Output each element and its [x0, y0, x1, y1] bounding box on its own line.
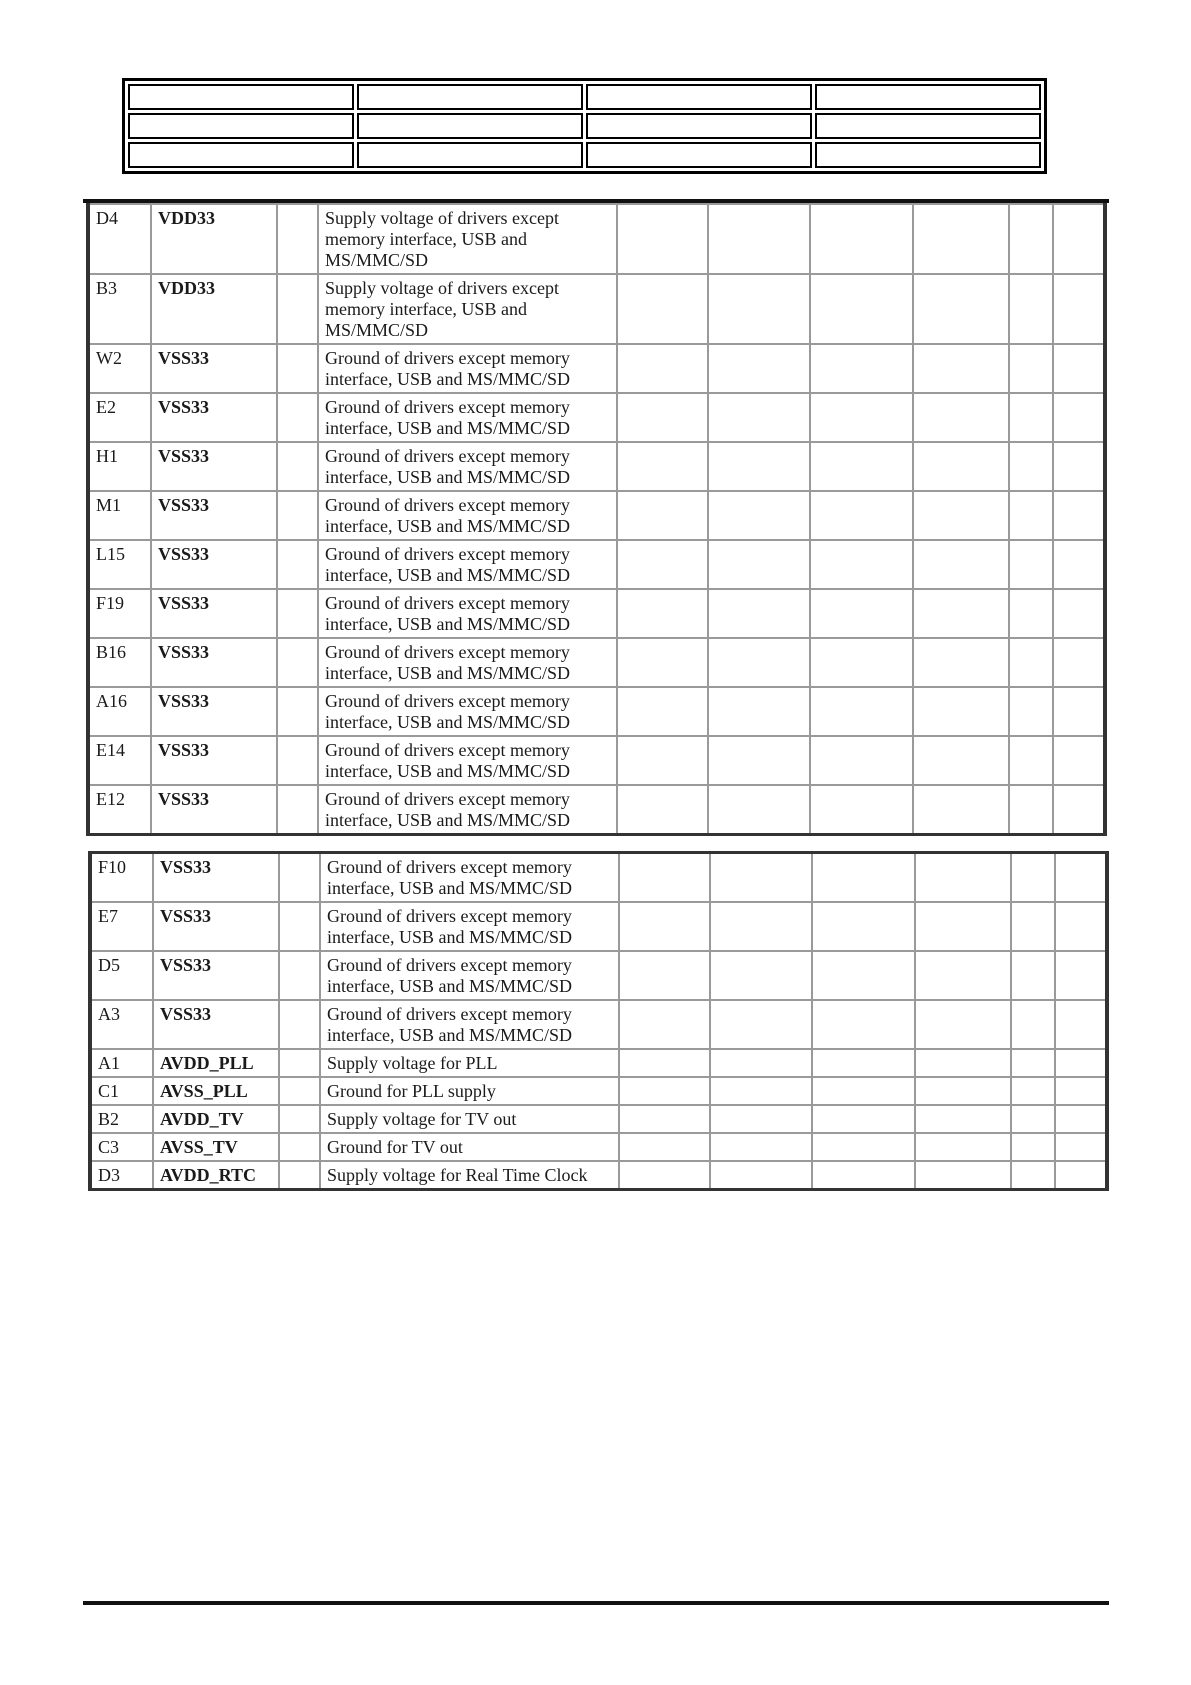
description-cell: Supply voltage of drivers except memory interface, USB and MS/MMC/SD [318, 274, 617, 344]
pin-cell: B16 [88, 638, 151, 687]
pin-table-1 [86, 203, 1107, 836]
empty-cell [915, 853, 1011, 903]
empty-cell [619, 1049, 710, 1077]
type-cell [277, 393, 318, 442]
empty-cell [1053, 393, 1105, 442]
empty-cell [913, 785, 1009, 835]
type-cell [277, 785, 318, 835]
type-cell [277, 204, 318, 274]
empty-cell [810, 736, 913, 785]
header-grid-row [128, 142, 1041, 168]
description-cell: Ground of drivers except memory interface, USB and MS/MMC/SD [318, 638, 617, 687]
signal-name-cell: VSS33 [151, 785, 277, 835]
empty-cell [710, 902, 812, 951]
description-cell: Ground of drivers except memory interface, USB and MS/MMC/SD [318, 344, 617, 393]
empty-cell [708, 736, 810, 785]
empty-cell [913, 442, 1009, 491]
empty-cell [810, 393, 913, 442]
table-row [88, 274, 1105, 344]
empty-cell [1009, 638, 1053, 687]
empty-cell [617, 393, 708, 442]
table-row [88, 442, 1105, 491]
empty-cell [1055, 1049, 1107, 1077]
table-row [90, 1077, 1107, 1105]
description-cell: Ground for PLL supply [320, 1077, 619, 1105]
table-row [88, 540, 1105, 589]
empty-cell [913, 540, 1009, 589]
description-cell: Ground of drivers except memory interface, USB and MS/MMC/SD [320, 1000, 619, 1049]
header-grid-cell [815, 84, 1041, 110]
pin-cell: C1 [90, 1077, 153, 1105]
empty-cell [619, 1161, 710, 1190]
description-cell: Ground of drivers except memory interface, USB and MS/MMC/SD [320, 951, 619, 1000]
empty-cell [1011, 1077, 1055, 1105]
empty-cell [1053, 736, 1105, 785]
empty-cell [617, 442, 708, 491]
pin-cell: E14 [88, 736, 151, 785]
type-cell [277, 736, 318, 785]
empty-cell [708, 442, 810, 491]
empty-cell [617, 204, 708, 274]
empty-cell [619, 951, 710, 1000]
table-row [88, 785, 1105, 835]
pin-cell: B2 [90, 1105, 153, 1133]
empty-cell [708, 393, 810, 442]
header-grid-row [128, 84, 1041, 110]
signal-name-cell: VSS33 [151, 736, 277, 785]
empty-cell [619, 902, 710, 951]
description-cell: Supply voltage for PLL [320, 1049, 619, 1077]
empty-cell [1011, 1105, 1055, 1133]
pin-cell: E2 [88, 393, 151, 442]
table-row [88, 344, 1105, 393]
empty-cell [708, 540, 810, 589]
type-cell [279, 1133, 320, 1161]
signal-name-cell: AVDD_TV [153, 1105, 279, 1133]
empty-cell [1011, 951, 1055, 1000]
description-cell: Ground of drivers except memory interface, USB and MS/MMC/SD [318, 491, 617, 540]
empty-cell [810, 442, 913, 491]
empty-cell [617, 274, 708, 344]
type-cell [279, 902, 320, 951]
description-cell: Ground of drivers except memory interface, USB and MS/MMC/SD [318, 687, 617, 736]
signal-name-cell: VSS33 [151, 442, 277, 491]
empty-cell [913, 344, 1009, 393]
empty-cell [710, 1161, 812, 1190]
pin-cell: A16 [88, 687, 151, 736]
empty-cell [1011, 853, 1055, 903]
empty-cell [1053, 442, 1105, 491]
description-cell: Ground of drivers except memory interface, USB and MS/MMC/SD [320, 853, 619, 903]
empty-cell [1009, 736, 1053, 785]
signal-name-cell: AVDD_RTC [153, 1161, 279, 1190]
type-cell [277, 442, 318, 491]
empty-cell [708, 785, 810, 835]
table-row [90, 1133, 1107, 1161]
empty-cell [812, 1105, 915, 1133]
empty-cell [619, 853, 710, 903]
empty-cell [913, 736, 1009, 785]
empty-cell [810, 204, 913, 274]
empty-cell [708, 491, 810, 540]
empty-cell [913, 393, 1009, 442]
empty-cell [913, 638, 1009, 687]
description-cell: Ground of drivers except memory interface, USB and MS/MMC/SD [318, 442, 617, 491]
empty-cell [812, 1161, 915, 1190]
empty-cell [1053, 589, 1105, 638]
empty-cell [617, 638, 708, 687]
empty-cell [810, 274, 913, 344]
header-grid-cell [357, 84, 583, 110]
signal-name-cell: VSS33 [151, 589, 277, 638]
empty-cell [913, 274, 1009, 344]
signal-name-cell: AVSS_PLL [153, 1077, 279, 1105]
description-cell: Ground of drivers except memory interface, USB and MS/MMC/SD [318, 393, 617, 442]
empty-cell [915, 951, 1011, 1000]
signal-name-cell: VSS33 [151, 687, 277, 736]
signal-name-cell: VSS33 [153, 1000, 279, 1049]
pin-cell: A1 [90, 1049, 153, 1077]
table-row [90, 1105, 1107, 1133]
empty-cell [617, 785, 708, 835]
type-cell [277, 687, 318, 736]
empty-cell [708, 344, 810, 393]
empty-cell [1053, 491, 1105, 540]
empty-cell [1053, 687, 1105, 736]
type-cell [279, 1105, 320, 1133]
empty-cell [810, 491, 913, 540]
empty-cell [810, 638, 913, 687]
header-grid-cell [128, 142, 354, 168]
header-grid-cell [586, 142, 812, 168]
empty-cell [1053, 204, 1105, 274]
table-row [90, 951, 1107, 1000]
empty-cell [1009, 344, 1053, 393]
empty-cell [915, 1161, 1011, 1190]
pin-cell: L15 [88, 540, 151, 589]
signal-name-cell: VSS33 [153, 951, 279, 1000]
empty-cell [810, 344, 913, 393]
signal-name-cell: VSS33 [153, 902, 279, 951]
header-grid-cell [128, 113, 354, 139]
empty-cell [708, 638, 810, 687]
type-cell [277, 344, 318, 393]
description-cell: Supply voltage for TV out [320, 1105, 619, 1133]
signal-name-cell: AVDD_PLL [153, 1049, 279, 1077]
empty-cell [1053, 785, 1105, 835]
empty-cell [913, 491, 1009, 540]
empty-cell [1055, 853, 1107, 903]
empty-cell [617, 687, 708, 736]
type-cell [279, 1000, 320, 1049]
empty-cell [1009, 393, 1053, 442]
empty-cell [619, 1000, 710, 1049]
empty-cell [810, 589, 913, 638]
pin-cell: B3 [88, 274, 151, 344]
table-row [90, 1161, 1107, 1190]
empty-cell [619, 1133, 710, 1161]
empty-cell [915, 902, 1011, 951]
table-row [88, 393, 1105, 442]
signal-name-cell: VSS33 [151, 638, 277, 687]
empty-cell [1011, 1000, 1055, 1049]
empty-cell [915, 1105, 1011, 1133]
table-row [90, 853, 1107, 903]
empty-cell [1009, 540, 1053, 589]
signal-name-cell: VSS33 [153, 853, 279, 903]
empty-cell [1055, 1000, 1107, 1049]
empty-cell [913, 687, 1009, 736]
table-row [88, 736, 1105, 785]
pin-cell: W2 [88, 344, 151, 393]
empty-cell [812, 1000, 915, 1049]
description-cell: Ground of drivers except memory interface, USB and MS/MMC/SD [318, 736, 617, 785]
empty-cell [812, 902, 915, 951]
type-cell [277, 274, 318, 344]
empty-cell [1011, 1049, 1055, 1077]
empty-cell [810, 785, 913, 835]
empty-cell [1009, 491, 1053, 540]
header-grid-cell [357, 142, 583, 168]
table-row [88, 491, 1105, 540]
empty-cell [1011, 1161, 1055, 1190]
type-cell [279, 1161, 320, 1190]
table-row [90, 1000, 1107, 1049]
empty-cell [619, 1077, 710, 1105]
type-cell [277, 540, 318, 589]
description-cell: Ground of drivers except memory interface, USB and MS/MMC/SD [318, 540, 617, 589]
header-grid-cell [815, 142, 1041, 168]
pin-cell: M1 [88, 491, 151, 540]
description-cell: Ground for TV out [320, 1133, 619, 1161]
signal-name-cell: VSS33 [151, 491, 277, 540]
table-row [90, 902, 1107, 951]
empty-cell [1053, 344, 1105, 393]
empty-cell [915, 1077, 1011, 1105]
header-grid-row [128, 113, 1041, 139]
empty-cell [913, 204, 1009, 274]
description-cell: Supply voltage of drivers except memory interface, USB and MS/MMC/SD [318, 204, 617, 274]
empty-cell [1053, 540, 1105, 589]
empty-cell [617, 540, 708, 589]
type-cell [279, 1077, 320, 1105]
signal-name-cell: VSS33 [151, 540, 277, 589]
empty-cell [1053, 274, 1105, 344]
empty-cell [1009, 687, 1053, 736]
empty-cell [710, 1000, 812, 1049]
description-cell: Ground of drivers except memory interface, USB and MS/MMC/SD [320, 902, 619, 951]
empty-cell [1055, 1161, 1107, 1190]
table-row [88, 589, 1105, 638]
header-grid-cell [357, 113, 583, 139]
type-cell [277, 491, 318, 540]
empty-cell [1055, 1077, 1107, 1105]
type-cell [279, 853, 320, 903]
empty-cell [710, 1133, 812, 1161]
empty-cell [710, 1049, 812, 1077]
empty-cell [619, 1105, 710, 1133]
empty-cell [708, 589, 810, 638]
header-grid [122, 78, 1047, 174]
empty-cell [1011, 902, 1055, 951]
empty-cell [1011, 1133, 1055, 1161]
empty-cell [810, 540, 913, 589]
pin-cell: A3 [90, 1000, 153, 1049]
type-cell [277, 638, 318, 687]
empty-cell [812, 1133, 915, 1161]
empty-cell [708, 274, 810, 344]
signal-name-cell: VDD33 [151, 274, 277, 344]
empty-cell [812, 951, 915, 1000]
table-row [88, 204, 1105, 274]
empty-cell [915, 1049, 1011, 1077]
empty-cell [710, 951, 812, 1000]
type-cell [277, 589, 318, 638]
empty-cell [812, 1049, 915, 1077]
signal-name-cell: VSS33 [151, 344, 277, 393]
header-grid-cell [586, 84, 812, 110]
empty-cell [708, 687, 810, 736]
pin-cell: C3 [90, 1133, 153, 1161]
pin-cell: D5 [90, 951, 153, 1000]
empty-cell [810, 687, 913, 736]
empty-cell [1055, 1133, 1107, 1161]
pin-cell: D3 [90, 1161, 153, 1190]
bottom-rule [83, 1601, 1109, 1605]
empty-cell [812, 853, 915, 903]
type-cell [279, 951, 320, 1000]
pin-cell: E7 [90, 902, 153, 951]
empty-cell [1009, 785, 1053, 835]
description-cell: Ground of drivers except memory interface, USB and MS/MMC/SD [318, 785, 617, 835]
empty-cell [710, 1105, 812, 1133]
empty-cell [1055, 1105, 1107, 1133]
pin-cell: D4 [88, 204, 151, 274]
empty-cell [915, 1000, 1011, 1049]
header-grid-cell [815, 113, 1041, 139]
empty-cell [1009, 204, 1053, 274]
empty-cell [1009, 589, 1053, 638]
empty-cell [710, 853, 812, 903]
empty-cell [617, 736, 708, 785]
header-grid-cell [586, 113, 812, 139]
empty-cell [1009, 442, 1053, 491]
empty-cell [617, 491, 708, 540]
empty-cell [1053, 638, 1105, 687]
empty-cell [913, 589, 1009, 638]
empty-cell [1055, 951, 1107, 1000]
pin-cell: E12 [88, 785, 151, 835]
table-row [90, 1049, 1107, 1077]
signal-name-cell: VSS33 [151, 393, 277, 442]
description-cell: Ground of drivers except memory interface, USB and MS/MMC/SD [318, 589, 617, 638]
empty-cell [617, 589, 708, 638]
signal-name-cell: AVSS_TV [153, 1133, 279, 1161]
pin-cell: F19 [88, 589, 151, 638]
description-cell: Supply voltage for Real Time Clock [320, 1161, 619, 1190]
table-row [88, 687, 1105, 736]
type-cell [279, 1049, 320, 1077]
pin-cell: H1 [88, 442, 151, 491]
empty-cell [617, 344, 708, 393]
empty-cell [915, 1133, 1011, 1161]
pin-table-2 [88, 851, 1109, 1191]
table-row [88, 638, 1105, 687]
empty-cell [812, 1077, 915, 1105]
empty-cell [710, 1077, 812, 1105]
signal-name-cell: VDD33 [151, 204, 277, 274]
header-grid-cell [128, 84, 354, 110]
empty-cell [708, 204, 810, 274]
empty-cell [1055, 902, 1107, 951]
pin-cell: F10 [90, 853, 153, 903]
empty-cell [1009, 274, 1053, 344]
